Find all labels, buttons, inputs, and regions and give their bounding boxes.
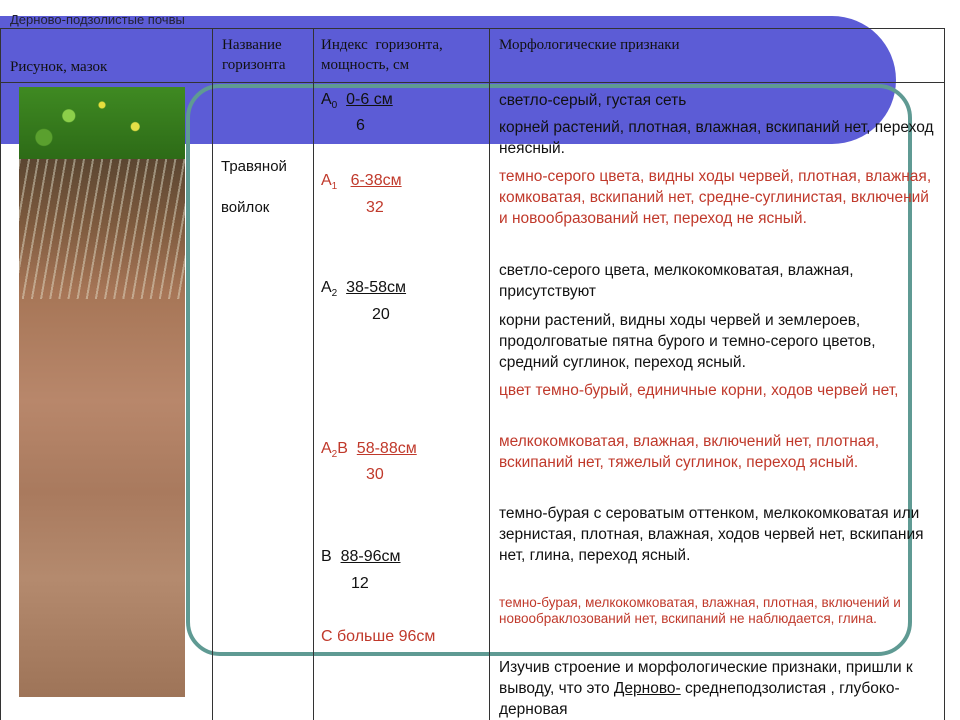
desc-c: темно-бурая, мелкокомковатая, влажная, плотная, включений и новообраклозований нет, вскипаний не наблюдается, глина.: [499, 595, 901, 626]
desc-a2b-part2: мелкокомковатая, влажная, включений нет, плотная, вскипаний нет, тяжелый суглинок, переход ясный.: [499, 433, 880, 471]
col-divider-2: [313, 28, 314, 720]
desc-a2-part1: светло-серого цвета, мелкокомковатая, влажная, присутствуют: [499, 262, 854, 300]
desc-a0-part2: корней растений, плотная, влажная, вскипаний нет, переход неясный.: [499, 119, 934, 157]
horizon-a2: $A_2$ 38-58см: [321, 279, 407, 300]
slide-title: Дерново-подзолистые почвы: [10, 12, 185, 27]
horizon-b-thickness: 12: [351, 575, 369, 592]
header-index-line2: мощность, см: [321, 57, 410, 73]
soil-profile-photo: [19, 87, 185, 697]
horizon-a2b: $A_2B$ 58-88см: [321, 440, 417, 461]
conclusion: Изучив строение и морфологические признаки, пришли к выводу, что это Дерново- среднеподзолистая , глубоко- дерновая: [499, 659, 913, 718]
horizon-a2b-thickness: 30: [366, 466, 384, 483]
desc-b: темно-бурая с сероватым оттенком, мелкокомковатая или зернистая, плотная, влажная, ходов червей нет, вскипания нет, глина, переход ясный.: [499, 505, 924, 564]
conclusion-link: Дерново-: [613, 680, 681, 697]
horizon-b: B 88-96см: [321, 548, 401, 565]
horizon-a2-thickness: 20: [372, 306, 390, 323]
table-right-border: [944, 28, 945, 720]
table-top-border: [0, 28, 945, 29]
horizon-a0-thickness: 6: [356, 117, 365, 134]
header-morph: Морфологические признаки: [499, 37, 680, 53]
horizon-name-line2: войлок: [221, 199, 270, 216]
table-header-border: [0, 82, 945, 83]
col-divider-3: [489, 28, 490, 720]
desc-a2b-part1: цвет темно-бурый, единичные корни, ходов червей нет,: [499, 382, 899, 399]
table-left-border: [0, 28, 1, 720]
col-divider-1: [212, 28, 213, 720]
horizon-name-line1: Травяной: [221, 158, 287, 175]
header-picture: Рисунок, мазок: [10, 59, 108, 75]
grass-layer: [19, 87, 185, 159]
horizon-c: С больше 96см: [321, 628, 436, 645]
header-name-line1: Название: [222, 37, 282, 53]
horizon-a1-thickness: 32: [366, 199, 384, 216]
horizon-a1: $A_1$ 6-38см: [321, 172, 402, 193]
desc-a2-part2: корни растений, видны ходы червей и землероев, продолговатые пятна бурого и темно-серого цветов, средний суглинок, переход ясный.: [499, 312, 876, 371]
desc-a0-part1: светло-серый, густая сеть: [499, 92, 687, 109]
horizon-a0: $A_0$ 0-6 см: [321, 91, 393, 112]
root-layer: [19, 159, 185, 299]
header-name-line2: горизонта: [222, 57, 286, 73]
desc-a1: темно-серого цвета, видны ходы червей, плотная, влажная, комковатая, вскипаний нет, средне-суглинистая, включений и новообразований нет, переход не ясный.: [499, 168, 932, 227]
header-index-line1: Индекс горизонта,: [321, 37, 443, 53]
